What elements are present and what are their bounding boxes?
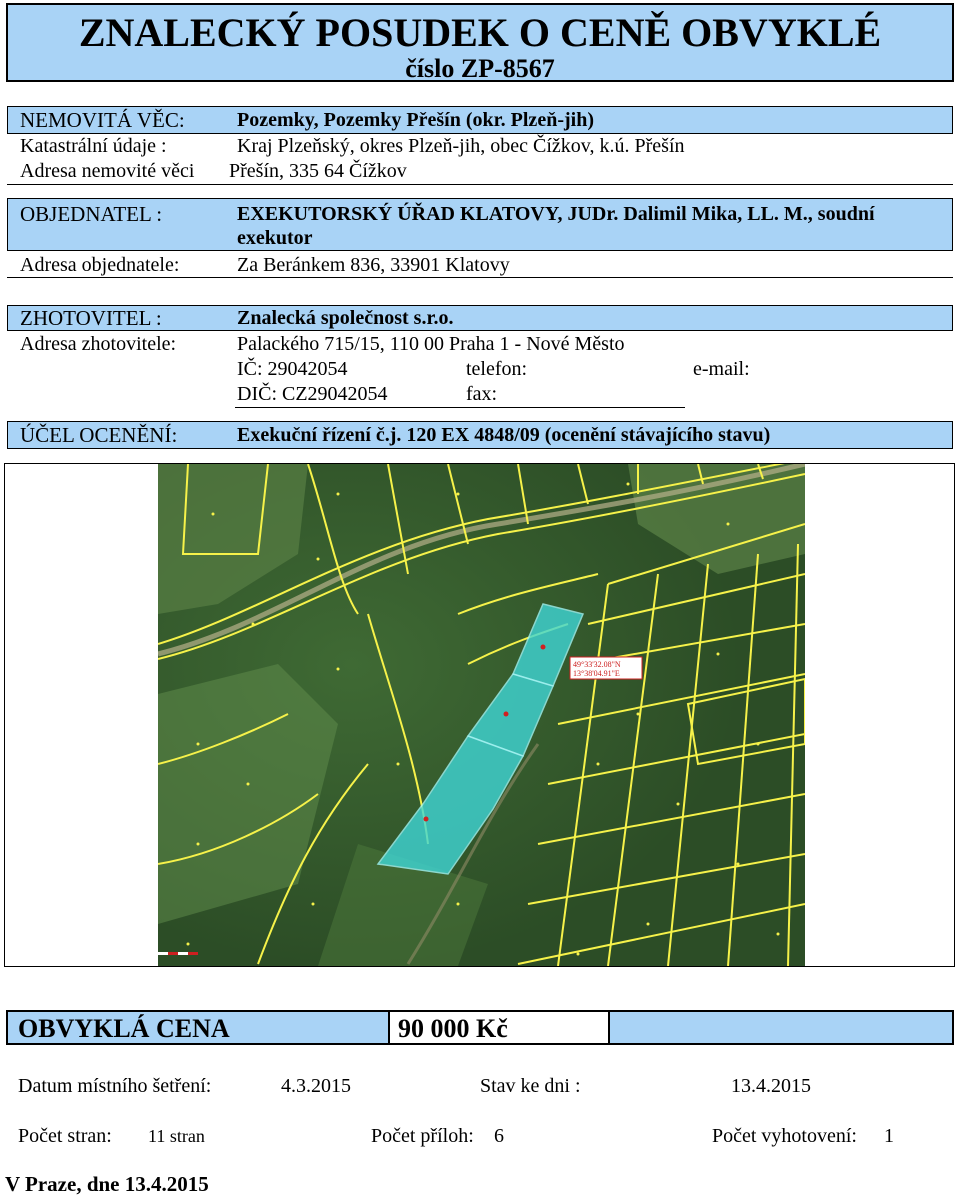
client-address-label: Adresa objednatele:	[20, 254, 180, 276]
copies-value: 1	[884, 1125, 894, 1147]
contractor-dic: DIČ: CZ29042054	[237, 383, 388, 405]
cadastral-map-image	[158, 464, 805, 966]
client-value-line1: EXEKUTORSKÝ ÚŘAD KLATOVY, JUDr. Dalimil Mika, LL. M., soudní	[237, 203, 875, 225]
inspection-date-label: Datum místního šetření:	[18, 1075, 212, 1097]
coordinate-line-1: 49°33'32.08"N	[573, 660, 621, 669]
client-label: OBJEDNATEL :	[20, 202, 163, 226]
contractor-value: Znalecká společnost s.r.o.	[237, 307, 454, 329]
copies-label: Počet vyhotovení:	[712, 1125, 857, 1147]
divider	[7, 184, 953, 185]
inspection-date: 4.3.2015	[281, 1075, 351, 1097]
document-title: ZNALECKÝ POSUDEK O CENĚ OBVYKLÉ	[78, 10, 882, 55]
property-value: Pozemky, Pozemky Přešín (okr. Plzeň-jih)	[237, 109, 594, 131]
document-number: číslo ZP-8567	[405, 54, 555, 83]
state-date-label: Stav ke dni :	[480, 1075, 581, 1097]
parcel-marker	[504, 712, 509, 717]
divider	[235, 407, 685, 408]
contractor-ic: IČ: 29042054	[237, 358, 348, 380]
property-label: NEMOVITÁ VĚC:	[20, 108, 185, 132]
contractor-fax: fax:	[466, 383, 498, 405]
parcel-marker	[424, 817, 429, 822]
pages-label: Počet stran:	[18, 1125, 112, 1147]
price-label: OBVYKLÁ CENA	[18, 1014, 230, 1043]
price-box	[6, 1010, 954, 1045]
coordinate-line-2: 13°38'04.91"E	[573, 669, 620, 678]
client-value-line2: exekutor	[237, 227, 313, 249]
map-frame	[4, 463, 955, 967]
contractor-label: ZHOTOVITEL :	[20, 306, 162, 330]
price-value: 90 000 Kč	[388, 1012, 610, 1043]
state-date: 13.4.2015	[731, 1075, 811, 1097]
client-address-value: Za Beránkem 836, 33901 Klatovy	[237, 254, 510, 276]
attachments-value: 6	[494, 1125, 504, 1147]
divider	[7, 277, 953, 278]
purpose-label: ÚČEL OCENĚNÍ:	[20, 423, 178, 447]
property-address-label: Adresa nemovité věci	[20, 160, 195, 182]
contractor-email: e-mail:	[693, 358, 750, 380]
contractor-address-label: Adresa zhotovitele:	[20, 333, 177, 355]
cadastral-value: Kraj Plzeňský, okres Plzeň-jih, obec Čížkov, k.ú. Přešín	[237, 135, 685, 157]
attachments-label: Počet příloh:	[371, 1125, 474, 1147]
parcel-marker	[541, 645, 546, 650]
property-address-value: Přešín, 335 64 Čížkov	[229, 160, 407, 182]
scale-bar	[158, 952, 198, 955]
place-date: V Praze, dne 13.4.2015	[5, 1172, 209, 1196]
contractor-address-value: Palackého 715/15, 110 00 Praha 1 - Nové Město	[237, 333, 625, 355]
coordinate-label	[570, 657, 642, 679]
contractor-phone: telefon:	[466, 358, 528, 380]
pages-value: 11 stran	[148, 1126, 205, 1146]
cadastral-label: Katastrální údaje :	[20, 135, 167, 157]
title-box	[6, 3, 954, 82]
purpose-value: Exekuční řízení č.j. 120 EX 4848/09 (ocenění stávajícího stavu)	[237, 424, 771, 446]
